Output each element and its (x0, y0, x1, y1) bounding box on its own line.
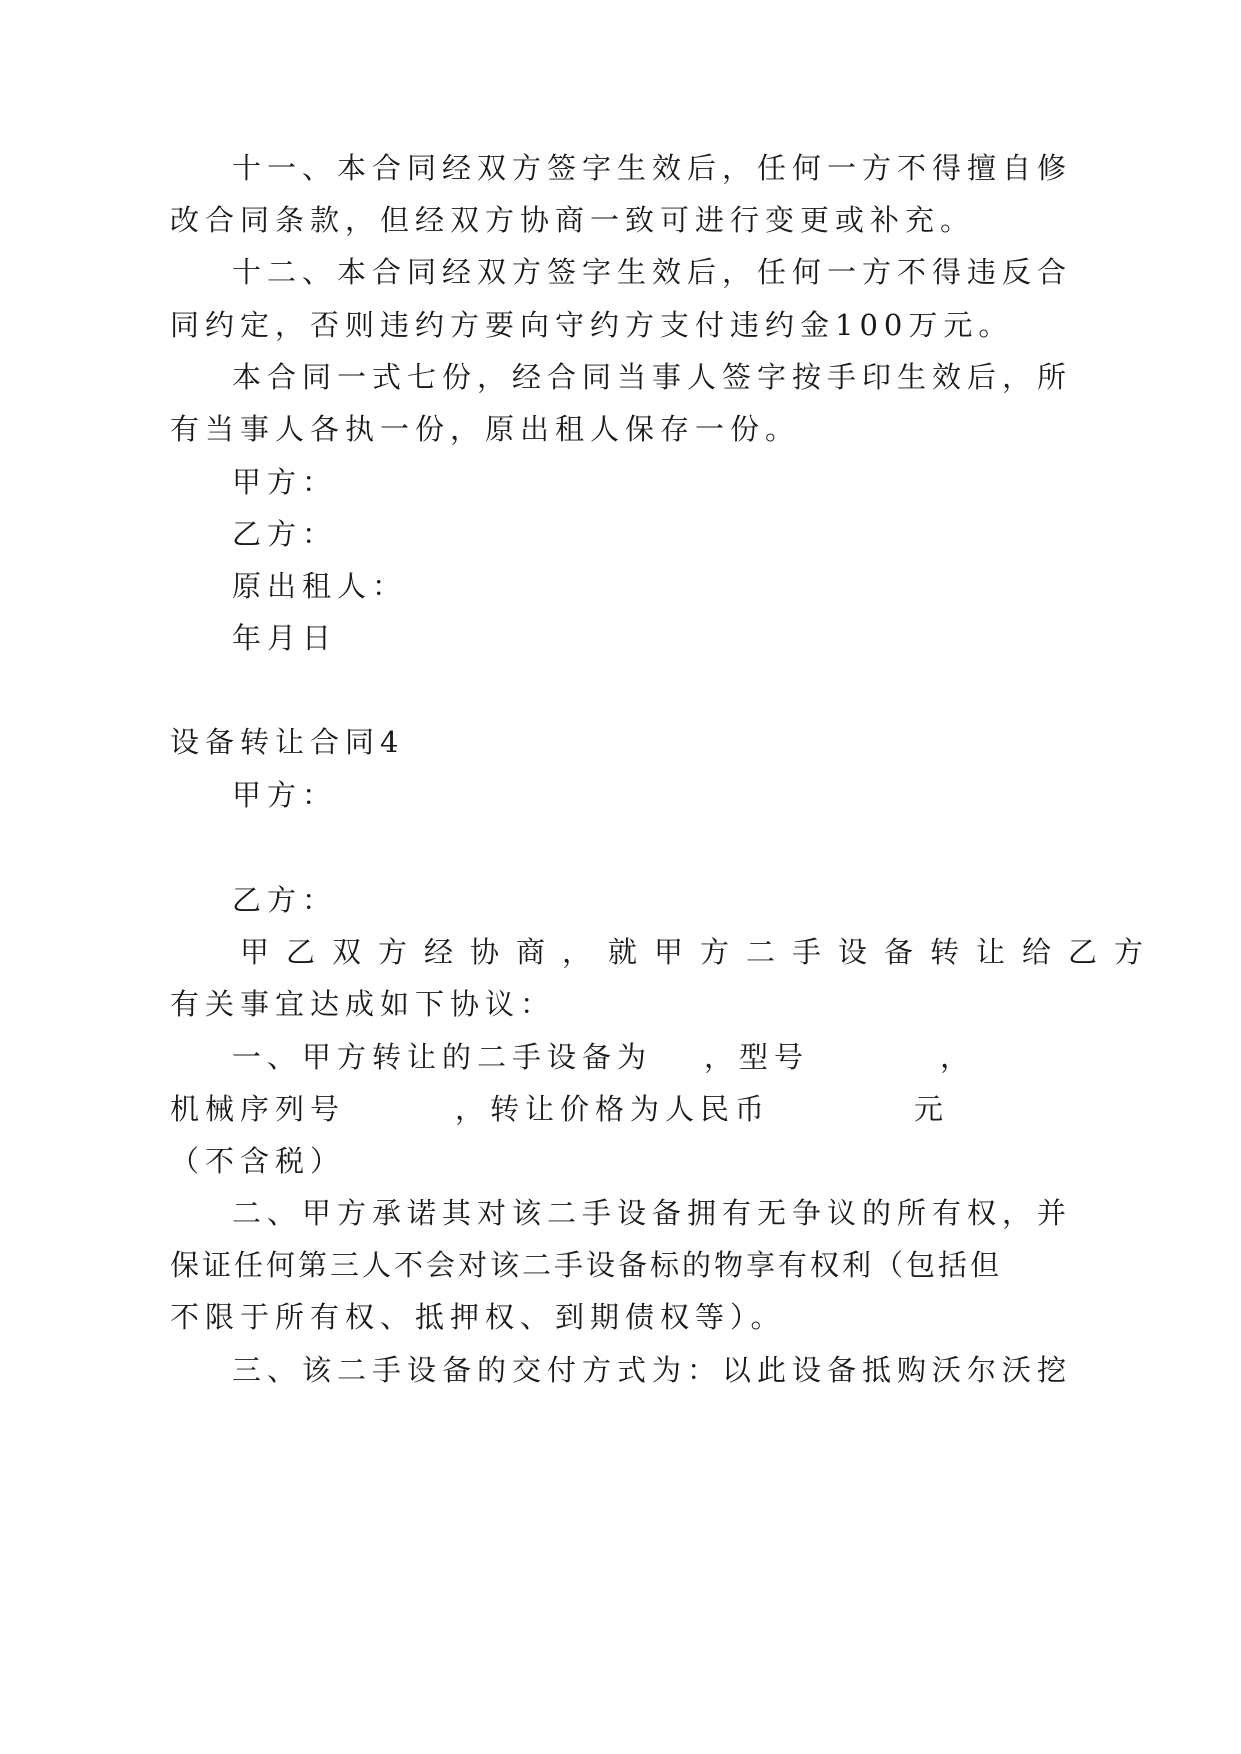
original-lessor-label: 原出租人： (232, 569, 408, 603)
clause-1-model-label: ，型号 (704, 1040, 810, 1074)
copies-line-1: 本合同一式七份，经合同当事人签字按手印生效后，所 (232, 360, 1073, 394)
clause-2-line-2: 保证任何第三人不会对该二手设备标的物享有权利（包括但 (170, 1248, 1003, 1282)
party-a-label: 甲方： (232, 465, 338, 499)
party-a-label-2: 甲方： (232, 778, 338, 812)
date-label: 年月日 (232, 621, 338, 655)
preamble-line-1: 甲乙双方经协商，就甲方二手设备转让给乙方 (240, 935, 1161, 969)
clause-1-yuan: 元 (914, 1092, 944, 1126)
copies-line-2: 有当事人各执一份，原出租人保存一份。 (170, 412, 801, 446)
clause-3-line-1: 三、该二手设备的交付方式为：以此设备抵购沃尔沃挖 (232, 1353, 1073, 1387)
clause-1-comma: ， (940, 1040, 970, 1074)
party-b-label: 乙方： (232, 517, 338, 551)
clause-12-line-2: 同约定，否则违约方要向守约方支付违约金100万元。 (170, 308, 1014, 342)
clause-11-line-1: 十一、本合同经双方签字生效后，任何一方不得擅自修 (232, 151, 1073, 185)
preamble-line-2: 有关事宜达成如下协议： (170, 987, 556, 1021)
clause-2-line-1: 二、甲方承诺其对该二手设备拥有无争议的所有权，并 (232, 1196, 1073, 1230)
clause-12-line-1: 十二、本合同经双方签字生效后，任何一方不得违反合 (232, 255, 1073, 289)
clause-1-tax-note: （不含税） (170, 1144, 346, 1178)
clause-11-line-2: 改合同条款，但经双方协商一致可进行变更或补充。 (170, 203, 976, 237)
party-b-label-2: 乙方： (232, 883, 338, 917)
clause-1-serial-label: 机械序列号 (170, 1092, 346, 1126)
clause-2-line-3: 不限于所有权、抵押权、到期债权等）。 (170, 1300, 786, 1334)
clause-1-price-label: ，转让价格为人民币 (455, 1092, 771, 1126)
contract-title: 设备转让合同4 (170, 725, 405, 759)
clause-1-line-1-a: 一、甲方转让的二手设备为 (232, 1040, 653, 1074)
